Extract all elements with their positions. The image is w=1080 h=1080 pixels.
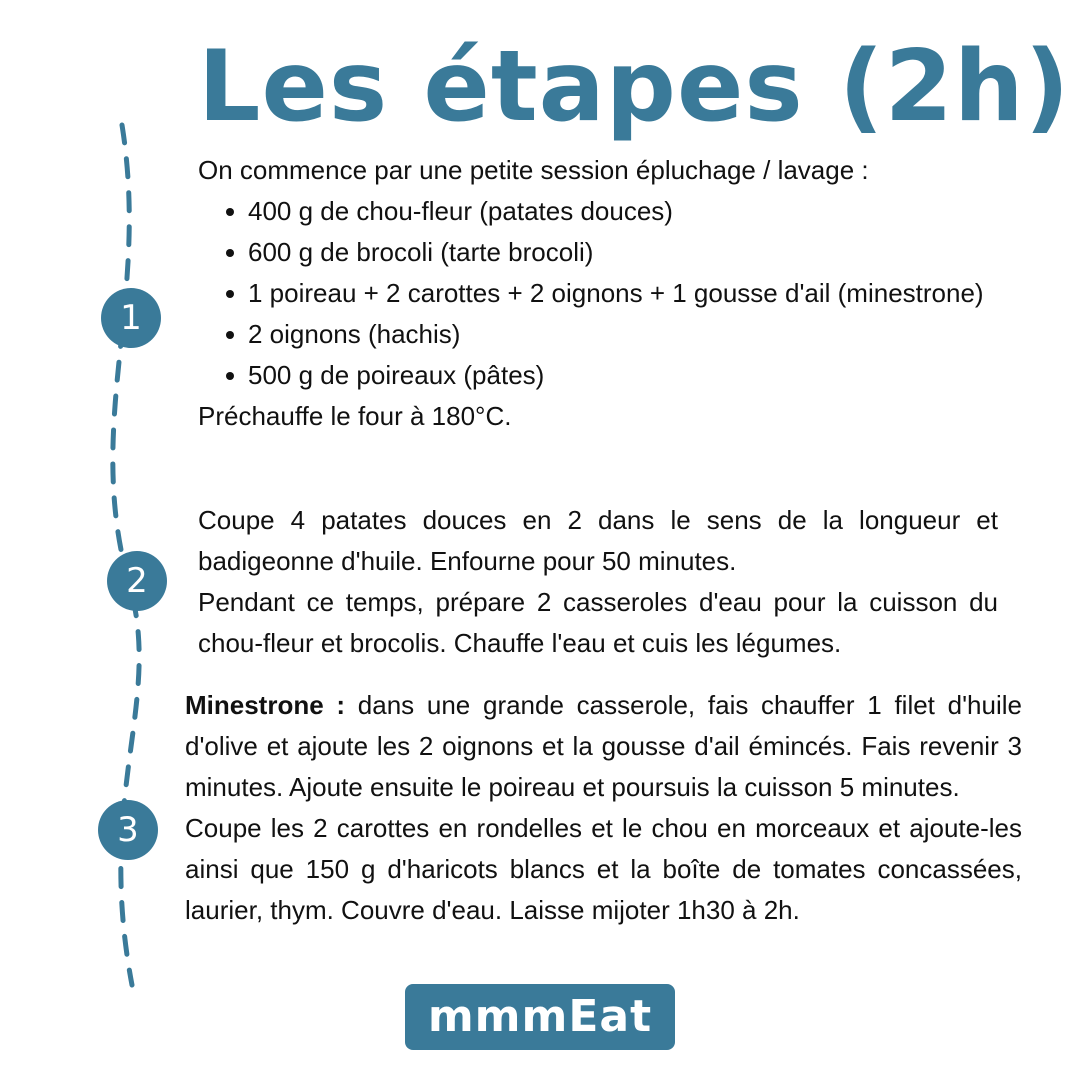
step-number-2: 2 [107, 551, 167, 611]
ingredient-list [198, 191, 998, 396]
list-item: 2 oignons (hachis) [198, 314, 998, 355]
list-item: 1 poireau + 2 carottes + 2 oignons + 1 gousse d'ail (minestrone) [198, 273, 998, 314]
step-3-paragraph-1 [185, 685, 1022, 808]
list-item: 600 g de brocoli (tarte brocoli) [198, 232, 998, 273]
step-2-paragraph-2: Pendant ce temps, prépare 2 casseroles d'eau pour la cuisson du chou-fleur et brocolis. Chauffe l'eau et cuis les légumes. [198, 587, 998, 658]
step-1-text [198, 150, 998, 437]
step-1-outro: Préchauffe le four à 180°C. [198, 401, 512, 431]
step-number-3: 3 [98, 800, 158, 860]
list-item: 500 g de poireaux (pâtes) [198, 355, 998, 396]
step-3-label: Minestrone : [185, 690, 346, 720]
step-2-text [198, 500, 998, 664]
step-3-paragraph-2: Coupe les 2 carottes en rondelles et le chou en morceaux et ajoute-les ainsi que 150 g d'haricots blancs et la boîte de tomates concassées, laurier, thym. Couvre d'eau. Laisse mijoter 1h30 à 2h. [185, 813, 1022, 925]
step-1-intro: On commence par une petite session épluchage / lavage : [198, 155, 869, 185]
step-3-text [185, 685, 1022, 931]
step-number-1: 1 [101, 288, 161, 348]
step-2-paragraph-1: Coupe 4 patates douces en 2 dans le sens de la longueur et badigeonne d'huile. Enfourne pour 50 minutes. [198, 505, 998, 576]
list-item: 400 g de chou-fleur (patates douces) [198, 191, 998, 232]
page-title: Les étapes (2h) [198, 30, 1071, 144]
brand-logo: mmmEat [405, 984, 675, 1050]
step-3-paragraph-1-body: dans une grande casserole, fais chauffer 1 filet d'huile d'olive et ajoute les 2 oignons et la gousse d'ail émincés. Fais revenir 3 minutes. Ajoute ensuite le poireau et poursuis la cuisson 5 minutes. [185, 690, 1022, 802]
